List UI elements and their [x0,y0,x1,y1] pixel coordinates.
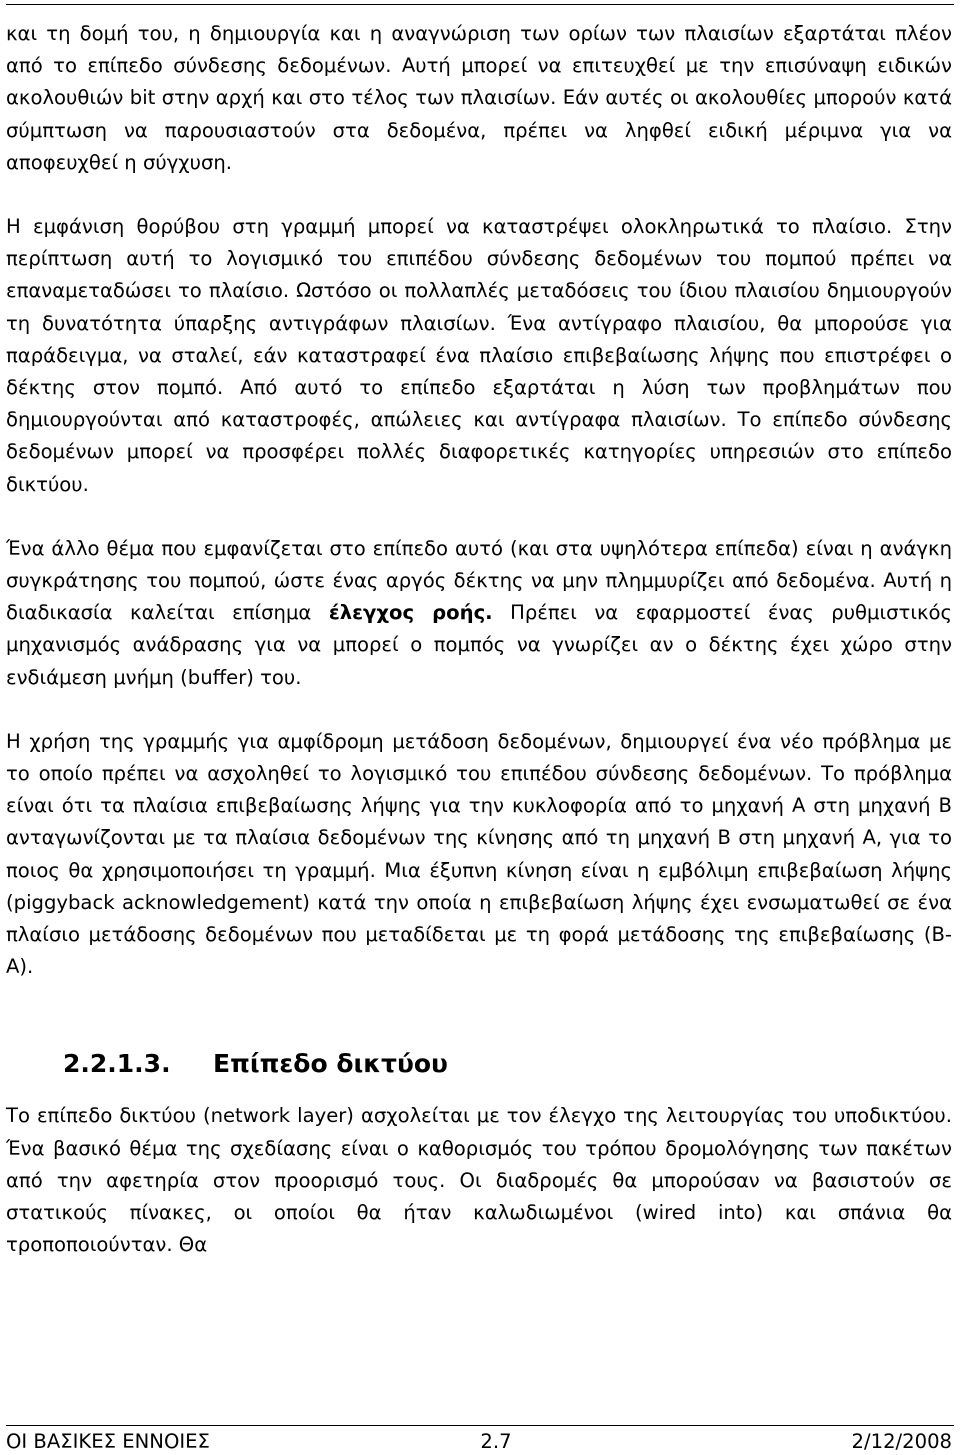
paragraph-flow-control [6,533,952,694]
section-number: 2.2.1.3. [63,1049,171,1079]
paragraph-piggyback: Η χρήση της γραμμής για αμφίδρομη μετάδοση δεδομένων, δημιουργεί ένα νέο πρόβλημα με το οποίο πρέπει να ασχοληθεί το λογισμικό του επιπέδου σύνδεσης δεδομένων. Το πρόβλημα είναι ότι τα πλαίσια επιβεβαίωσης λήψης για την κυκλοφορία από το μηχανή Α στη μηχανή Β ανταγωνίζονται με τα πλαίσια δεδομένων της κίνησης από τη μηχανή Β στη μηχανή Α, για το ποιος θα χρησιμοποιήσει τη γραμμή. Μια έξυπνη κίνηση είναι η εμβόλιμη επιβεβαίωση λήψης (piggyback acknowledgement) κατά την οποία η επιβεβαίωση λήψης έχει ενσωματωθεί σε ένα πλαίσιο μετάδοσης δεδομένων που μεταδίδεται με τη φορά μετάδοσης της επιβεβαίωσης (Β-Α). [6,729,952,979]
section-title: Επίπεδο δικτύου [213,1049,448,1079]
flow-control-text-after: Πρέπει να εφαρμοστεί ένας ρυθμιστικός μηχανισμός ανάδρασης για να μπορεί ο πομπός να γνωρίζει αν ο δέκτης έχει χώρο στην ενδιάμεση μνήμη (buffer) του. [6,601,953,689]
paragraph-network-layer: Το επίπεδο δικτύου (network layer) ασχολείται με τον έλεγχο της λειτουργίας του υποδικτύου. Ένα βασικό θέμα της σχεδίασης είναι ο καθορισμός του τρόπου δρομολόγησης των πακέτων από την αφετηρία στον προορισμό τους. Οι διαδρομές θα μπορούσαν να βασιστούν σε στατικούς πίνακες, οι οποίοι θα ήταν καλωδιωμένοι (wired into) και σπάνια θα τροποποιούνταν. Θα [6,1104,952,1257]
paragraph-frame-boundaries: και τη δομή του, η δημιουργία και η αναγνώριση των ορίων των πλαισίων εξαρτάται πλέον από το επίπεδο σύνδεσης δεδομένων. Αυτή μπορεί να επιτευχθεί με την επισύναψη ειδικών ακολουθιών bit στην αρχή και στο τέλος των πλαισίων. Εάν αυτές οι ακολουθίες μπορούν κατά σύμπτωση να παρουσιαστούν στα δεδομένα, πρέπει να ληφθεί ειδική μέριμνα για να αποφευχθεί η σύγχυση. [6,22,952,174]
flow-control-term: έλεγχος ροής. [328,601,493,625]
footer-page-number: 2.7 [480,1430,512,1453]
flow-control-text-before: Ένα άλλο θέμα που εμφανίζεται στο επίπεδο αυτό (και στα υψηλότερα επίπεδα) είναι η ανάγκη συγκράτησης του πομπού, ώστε ένας αργός δέκτης να μην πλημμυρίζει από δεδομένα. Αυτή η διαδικασία καλείται επίσημα [6,536,952,625]
footer-chapter-title: ΟΙ ΒΑΣΙΚΕΣ ΕΝΝΟΙΕΣ [6,1430,210,1453]
section-heading [6,1046,952,1082]
top-rule [6,4,954,5]
paragraph-noise-retransmission: Η εμφάνιση θορύβου στη γραμμή μπορεί να καταστρέψει ολοκληρωτικά το πλαίσιο. Στην περίπτωση αυτή το λογισμικό του επιπέδου σύνδεσης δεδομένων του πομπού πρέπει να επαναμεταδώσει το πλαίσιο. Ωστόσο οι πολλαπλές μεταδόσεις του ίδιου πλαισίου δημιουργούν τη δυνατότητα ύπαρξης αντιγράφων πλαισίων. Ένα αντίγραφο πλαισίου, θα μπορούσε για παράδειγμα, να σταλεί, εάν καταστραφεί ένα πλαίσιο επιβεβαίωσης λήψης που επιστρέφει ο δέκτης στον πομπό. Από αυτό το επίπεδο εξαρτάται η λύση των προβλημάτων που δημιουργούνται από καταστροφές, απώλειες και αντίγραφα πλαισίων. Το επίπεδο σύνδεσης δεδομένων μπορεί να προσφέρει πολλές διαφορετικές κατηγορίες υπηρεσιών στο επίπεδο δικτύου. [6,215,952,496]
footer-date: 2/12/2008 [851,1430,952,1453]
document-page [6,18,952,1262]
page-footer [6,1425,954,1455]
